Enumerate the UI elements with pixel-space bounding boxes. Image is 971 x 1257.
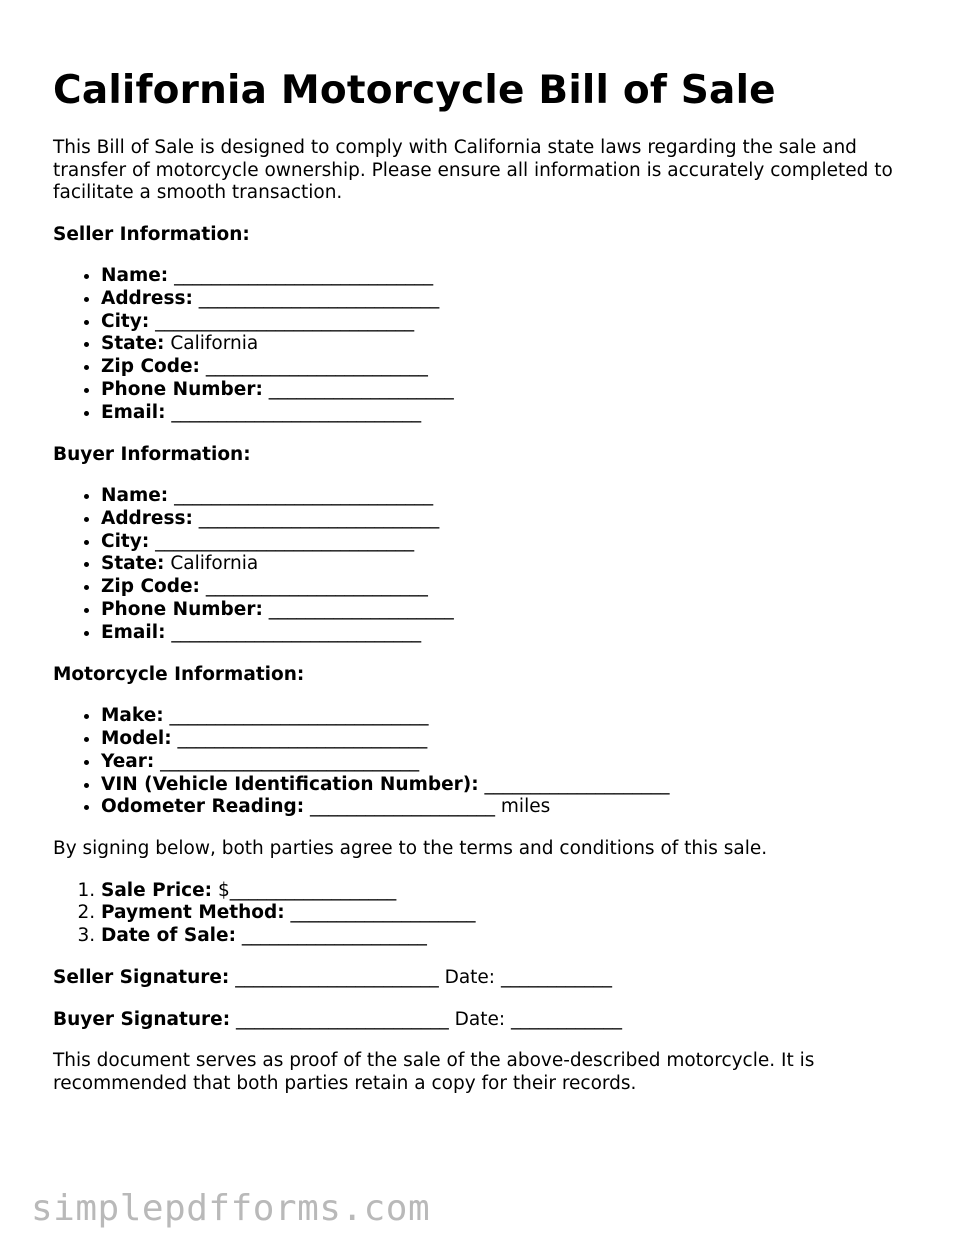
closing-paragraph: This document serves as proof of the sale of the above-described motorcycle. It is recommended that both parties retain a copy for their records. [53, 1050, 815, 1094]
seller-signature-label: Seller Signature: [53, 967, 230, 989]
motorcycle-make-field[interactable]: • Make: ____________________________ [101, 705, 923, 728]
seller-fields [53, 265, 923, 425]
motorcycle-fields [53, 705, 923, 819]
sale-price-field[interactable]: 1. Sale Price: $__________________ [101, 880, 923, 903]
buyer-signature-label: Buyer Signature: [53, 1008, 231, 1030]
page-title: California Motorcycle Bill of Sale [53, 68, 776, 113]
watermark: simplepdfforms.com [31, 1188, 431, 1229]
seller-name-field[interactable]: • Name: ____________________________ [101, 265, 923, 288]
buyer-signature-row [53, 1009, 923, 1032]
buyer-date-label: Date: [454, 1008, 506, 1030]
motorcycle-year-field[interactable]: • Year: ____________________________ [101, 751, 923, 774]
motorcycle-model-field[interactable]: • Model: ___________________________ [101, 728, 923, 751]
motorcycle-vin-field[interactable]: • VIN (Vehicle Identification Number): ____________________ [101, 774, 923, 797]
seller-signature-line[interactable]: ______________________ [235, 967, 439, 989]
buyer-signature-line[interactable]: _______________________ [235, 1008, 449, 1030]
agreement-text: By signing below, both parties agree to the terms and conditions of this sale. [53, 838, 768, 860]
buyer-zip-field[interactable]: • Zip Code: ________________________ [101, 576, 923, 599]
bill-of-sale-document [53, 64, 923, 1095]
seller-state-field: • State: California [101, 333, 923, 356]
buyer-city-field[interactable]: • City: ____________________________ [101, 531, 923, 554]
seller-zip-field[interactable]: • Zip Code: ________________________ [101, 356, 923, 379]
payment-method-field[interactable]: 2. Payment Method: ____________________ [101, 902, 923, 925]
intro-paragraph: This Bill of Sale is designed to comply with California state laws regarding the sale and transfer of motorcycle ownership. Please ensure all information is accurately completed to facilitate a smooth transaction. [53, 137, 893, 203]
seller-city-field[interactable]: • City: ____________________________ [101, 311, 923, 334]
seller-date-label: Date: [444, 967, 496, 989]
buyer-name-field[interactable]: • Name: ____________________________ [101, 485, 923, 508]
buyer-state-field: • State: California [101, 553, 923, 576]
motorcycle-heading: Motorcycle Information: [53, 663, 305, 685]
buyer-email-field[interactable]: • Email: ___________________________ [101, 622, 923, 645]
buyer-heading: Buyer Information: [53, 443, 251, 465]
seller-email-field[interactable]: • Email: ___________________________ [101, 402, 923, 425]
sale-terms [53, 880, 923, 948]
buyer-phone-field[interactable]: • Phone Number: ____________________ [101, 599, 923, 622]
date-of-sale-field[interactable]: 3. Date of Sale: ____________________ [101, 925, 923, 948]
seller-heading: Seller Information: [53, 223, 250, 245]
seller-phone-field[interactable]: • Phone Number: ____________________ [101, 379, 923, 402]
seller-date-line[interactable]: ____________ [500, 967, 612, 989]
buyer-address-field[interactable]: • Address: __________________________ [101, 508, 923, 531]
buyer-fields [53, 485, 923, 645]
seller-signature-row [53, 967, 923, 990]
buyer-date-line[interactable]: ____________ [510, 1008, 622, 1030]
motorcycle-odometer-field[interactable]: • Odometer Reading: ____________________ miles [101, 796, 923, 819]
seller-address-field[interactable]: • Address: __________________________ [101, 288, 923, 311]
